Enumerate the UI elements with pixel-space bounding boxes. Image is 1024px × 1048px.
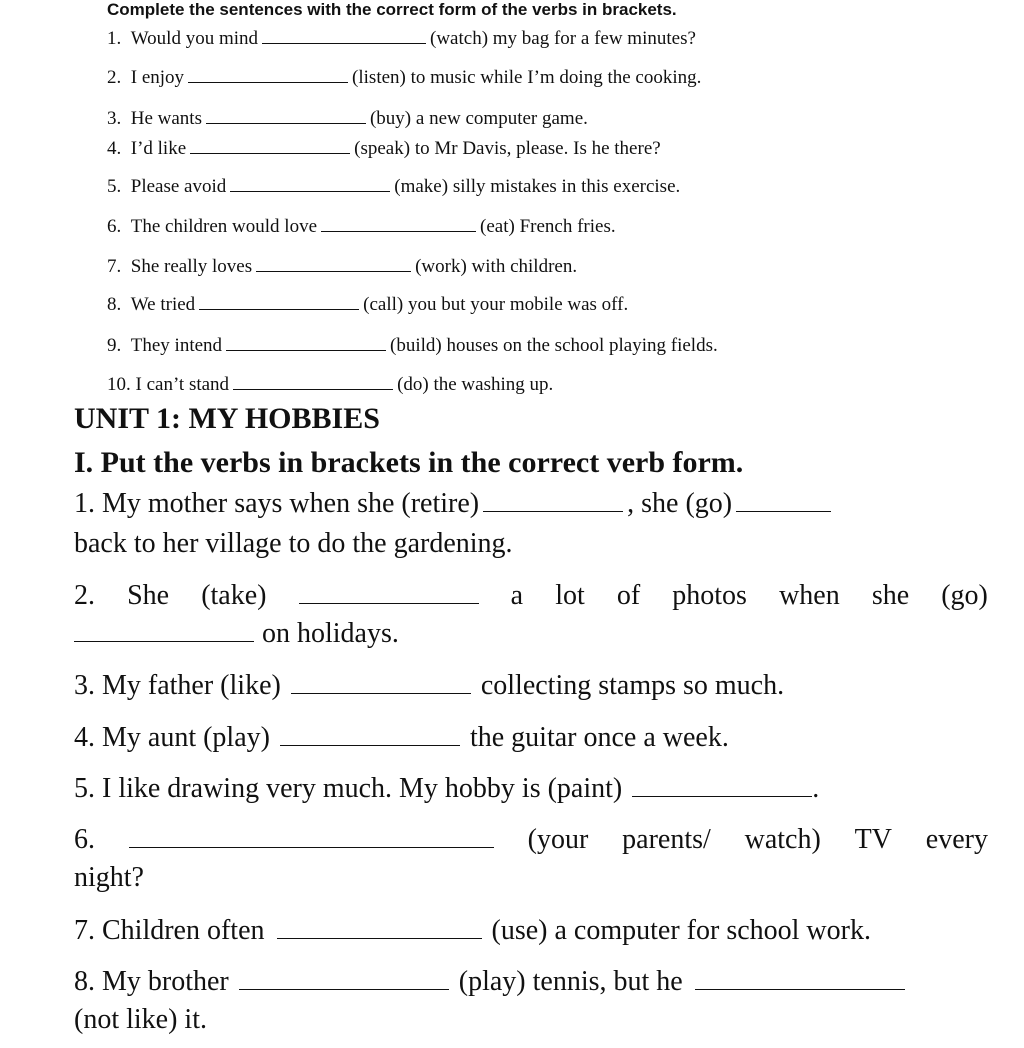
list-item [107, 138, 661, 160]
item-number: 8. [107, 294, 122, 315]
item-number: 7. [107, 256, 122, 277]
item-text: (buy) a new computer game. [369, 108, 588, 129]
question-text: collecting stamps so much. [480, 670, 785, 701]
question-word: She [127, 580, 170, 611]
answer-blank[interactable] [199, 308, 359, 310]
question-word: a [510, 580, 524, 611]
question-7 [74, 915, 871, 947]
answer-blank[interactable] [262, 42, 426, 44]
item-text: (make) silly mistakes in this exercise. [394, 176, 681, 197]
list-item [107, 216, 616, 238]
list-item [107, 28, 696, 50]
question-4 [74, 722, 729, 754]
item-number: 6. [107, 216, 122, 237]
item-number: 4. [107, 138, 122, 159]
list-item [107, 176, 680, 198]
question-word: TV [854, 824, 892, 855]
question-text: , she (go) [627, 488, 733, 519]
item-number: 3. [107, 108, 122, 129]
question-text: the guitar once a week. [469, 722, 729, 753]
item-text: (do) the washing up. [397, 374, 554, 395]
item-text: The children would love [130, 216, 318, 237]
question-text: 5. I like drawing very much. My hobby is (paint) [74, 773, 623, 804]
answer-blank[interactable] [277, 937, 482, 939]
question-word: (go) [941, 580, 988, 611]
item-text: (eat) French fries. [480, 216, 616, 237]
item-text: He wants [130, 108, 202, 129]
question-text: (play) tennis, but he [458, 966, 683, 997]
answer-blank[interactable] [291, 692, 471, 694]
question-text: on holidays. [262, 618, 399, 649]
item-number: 5. [107, 176, 122, 197]
question-word: 2. [74, 580, 95, 611]
answer-blank[interactable] [74, 640, 254, 642]
question-word: of [616, 580, 641, 611]
question-text: . [812, 773, 820, 804]
answer-blank[interactable] [233, 388, 393, 390]
item-text: (listen) to music while I’m doing the cooking. [352, 67, 702, 88]
item-text: Would you mind [130, 28, 258, 49]
question-word: parents/ [622, 824, 711, 855]
section-b-title: I. Put the verbs in brackets in the correct verb form. [74, 446, 744, 479]
answer-blank[interactable] [632, 795, 812, 797]
item-text: (work) with children. [415, 256, 578, 277]
item-number: 10. [107, 374, 131, 395]
question-word: every [925, 824, 988, 855]
answer-blank[interactable] [280, 744, 460, 746]
question-word: when [779, 580, 840, 611]
question-word: photos [672, 580, 747, 611]
item-text: I enjoy [130, 67, 185, 88]
question-text: 7. Children often [74, 915, 265, 946]
question-text: (use) a computer for school work. [491, 915, 871, 946]
question-text: 1. My mother says when she (retire) [74, 488, 480, 519]
item-text: I can’t stand [135, 374, 230, 395]
question-word: she [871, 580, 910, 611]
item-text: Please avoid [130, 176, 227, 197]
question-2-line-2 [74, 618, 399, 650]
answer-blank[interactable] [129, 846, 494, 848]
question-text: 8. My brother [74, 966, 229, 997]
question-word: (take) [201, 580, 267, 611]
item-text: (call) you but your mobile was off. [363, 294, 629, 315]
list-item [107, 374, 553, 396]
question-3 [74, 670, 784, 702]
list-item [107, 256, 577, 278]
answer-blank[interactable] [299, 602, 479, 604]
answer-blank[interactable] [695, 988, 905, 990]
question-word: watch) [744, 824, 821, 855]
answer-blank[interactable] [239, 988, 449, 990]
question-8-line-2: (not like) it. [74, 1004, 207, 1035]
item-text: We tried [130, 294, 196, 315]
answer-blank[interactable] [256, 270, 411, 272]
item-number: 1. [107, 28, 122, 49]
section-a-instruction: Complete the sentences with the correct form of the verbs in brackets. [107, 0, 677, 19]
list-item [107, 294, 628, 316]
answer-blank[interactable] [226, 349, 386, 351]
item-number: 2. [107, 67, 122, 88]
answer-blank[interactable] [230, 190, 390, 192]
question-8-line-1 [74, 966, 905, 998]
item-text: I’d like [130, 138, 187, 159]
unit-title: UNIT 1: MY HOBBIES [74, 402, 380, 435]
question-1-line-1 [74, 488, 835, 520]
question-word: lot [555, 580, 585, 611]
item-number: 9. [107, 335, 122, 356]
answer-blank[interactable] [483, 510, 623, 512]
question-6-line-1 [74, 824, 988, 856]
item-text: (speak) to Mr Davis, please. Is he there? [354, 138, 661, 159]
list-item [107, 67, 701, 89]
item-text: She really loves [130, 256, 253, 277]
question-2-line-1 [74, 580, 988, 612]
item-text: (build) houses on the school playing fields. [390, 335, 718, 356]
question-text: 3. My father (like) [74, 670, 281, 701]
item-text: They intend [130, 335, 223, 356]
question-1-line-2: back to her village to do the gardening. [74, 528, 513, 559]
item-text: (watch) my bag for a few minutes? [430, 28, 696, 49]
question-5 [74, 773, 819, 805]
question-6-line-2: night? [74, 862, 144, 893]
list-item [107, 108, 588, 130]
question-word: 6. [74, 824, 95, 855]
question-text: 4. My aunt (play) [74, 722, 270, 753]
answer-blank[interactable] [190, 152, 350, 154]
answer-blank[interactable] [321, 230, 476, 232]
list-item [107, 335, 718, 357]
answer-blank[interactable] [736, 510, 831, 512]
question-word: (your [527, 824, 589, 855]
answer-blank[interactable] [188, 81, 348, 83]
answer-blank[interactable] [206, 122, 366, 124]
